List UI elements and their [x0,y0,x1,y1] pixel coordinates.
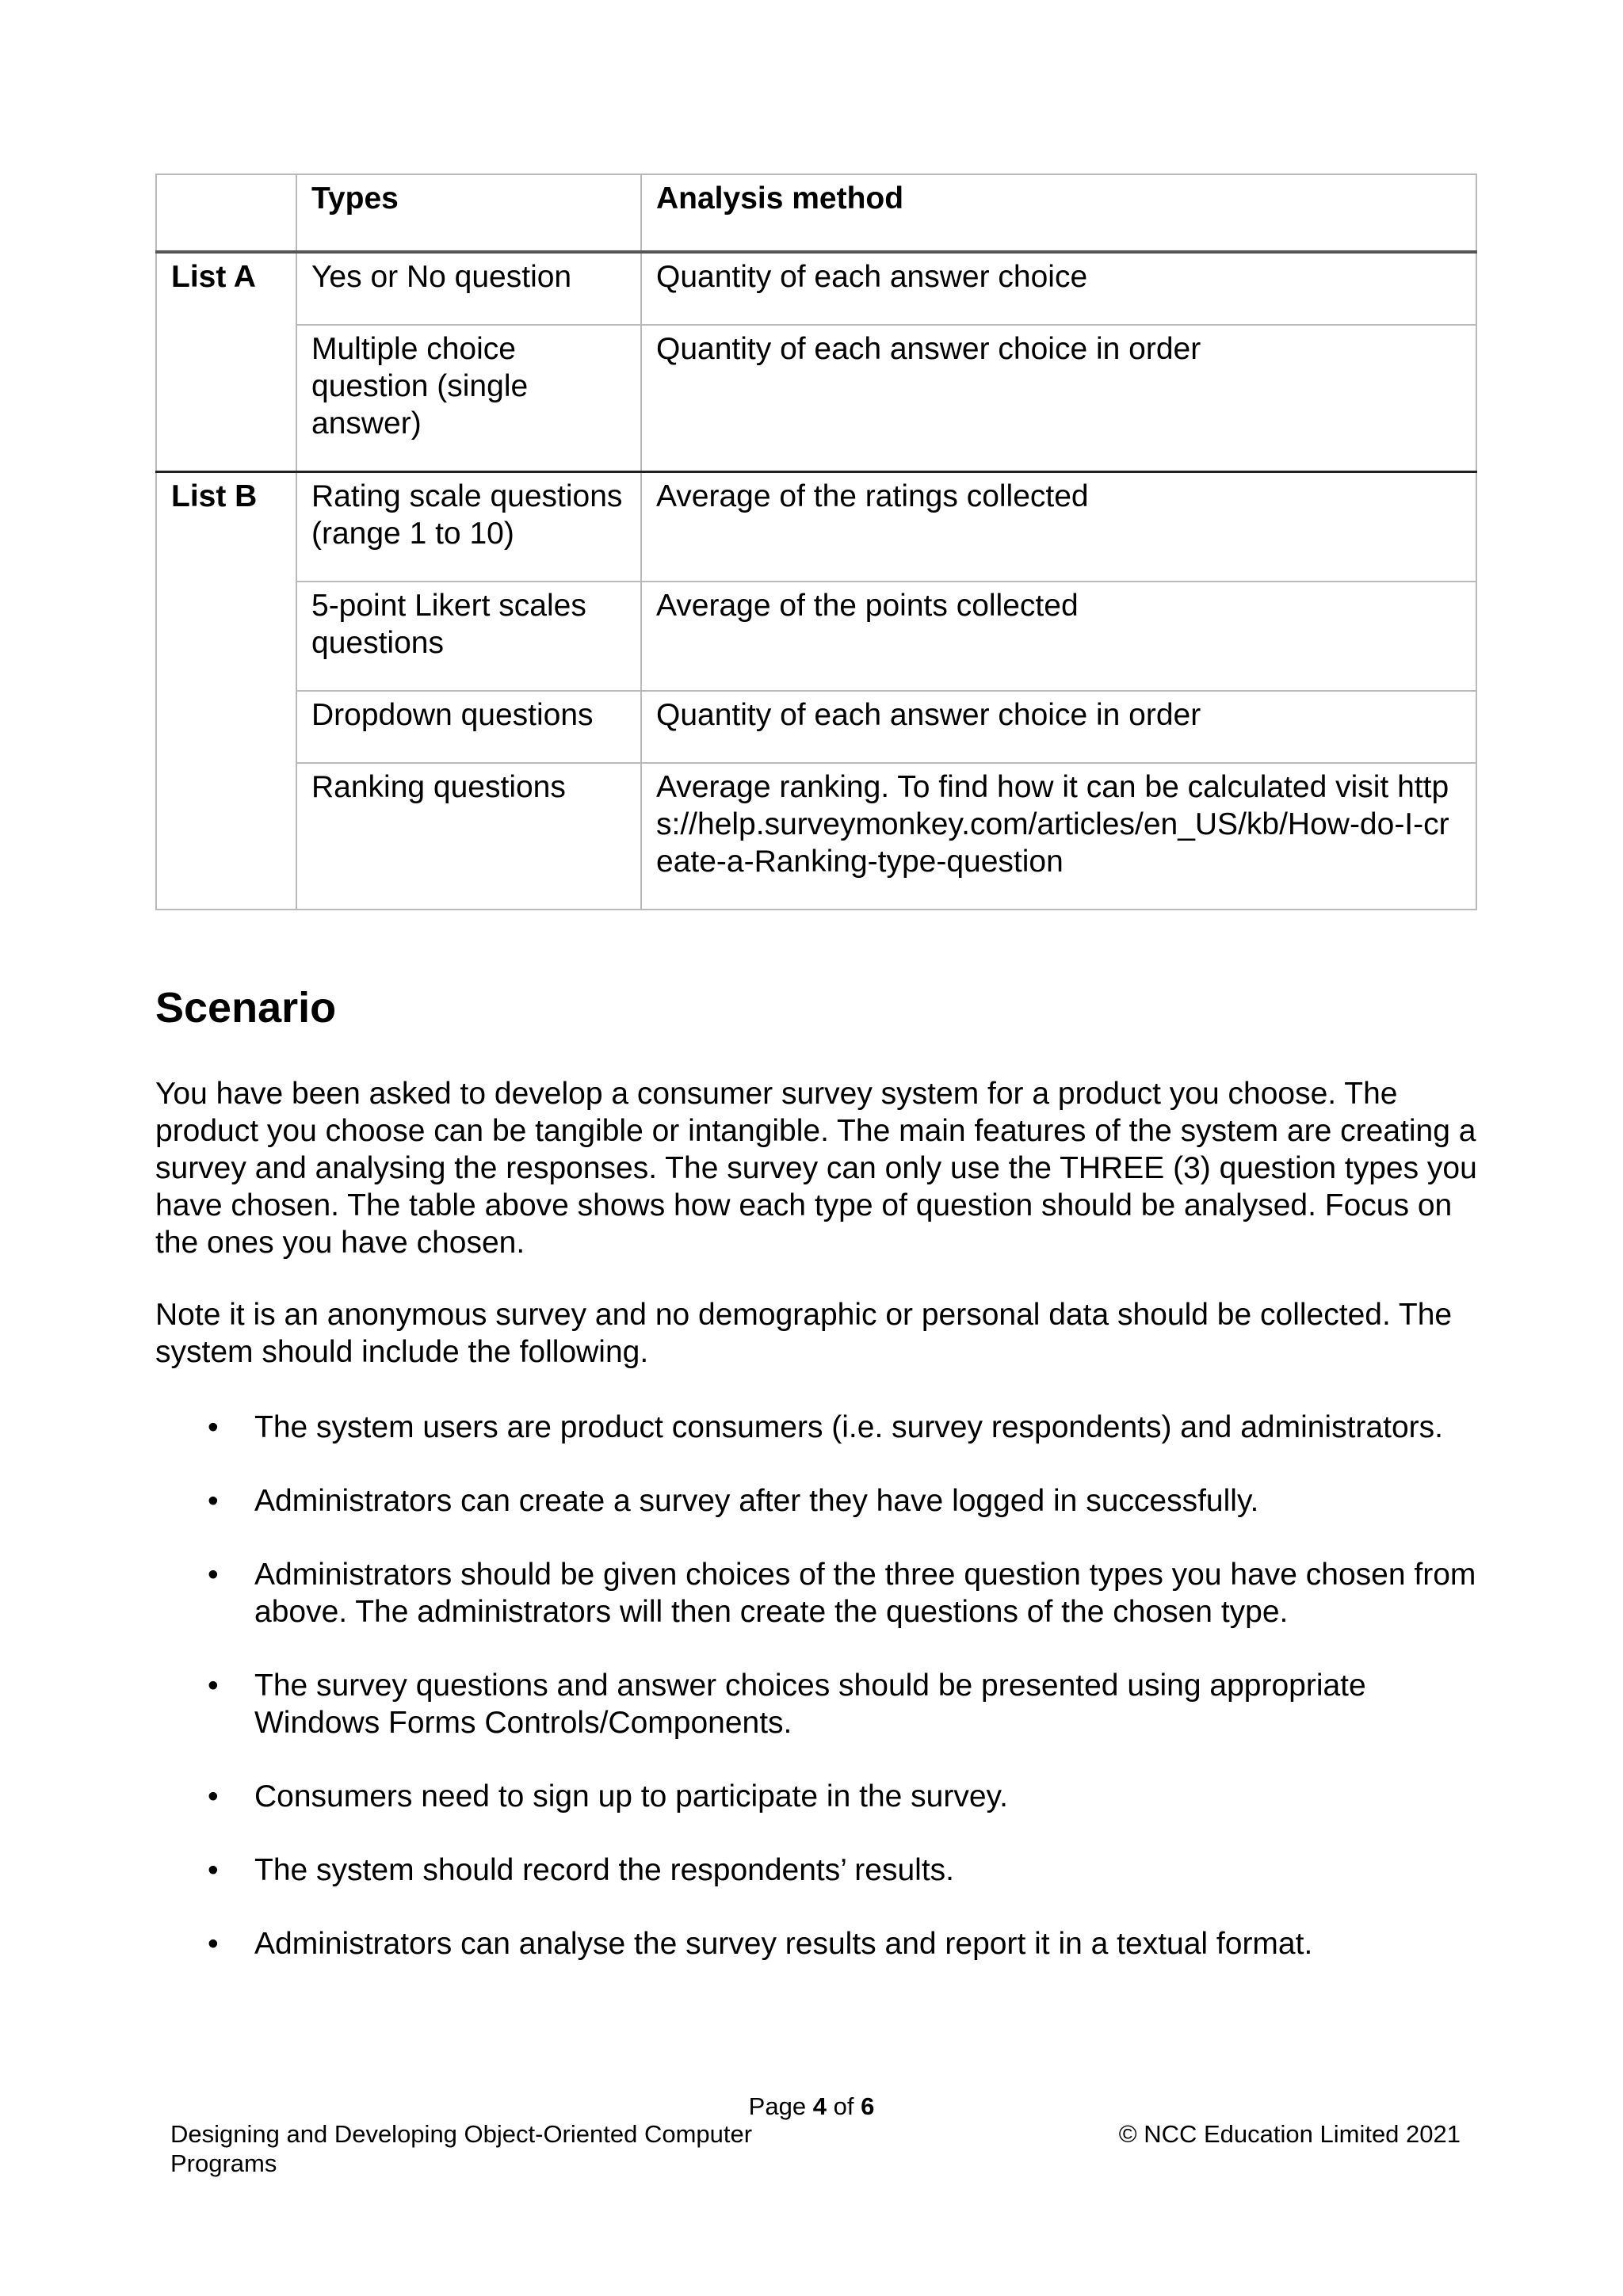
type-cell: Multiple choice question (single answer) [296,325,641,472]
table-header-cell: Types [296,174,641,252]
list-item [155,1925,1487,1962]
bullet-icon: • [208,1410,219,1444]
list-item-text: Consumers need to sign up to participate in the survey. [254,1779,1008,1814]
bullet-icon: • [208,1779,219,1814]
type-cell: Rating scale questions (range 1 to 10) [296,472,641,582]
footer-copyright: © NCC Education Limited 2021 [1118,2120,1461,2148]
table-row [156,252,1476,325]
bullet-icon: • [208,1484,219,1518]
table-header-cell [156,174,296,252]
table-header-row [156,174,1476,252]
page-of: of [833,2092,854,2120]
bullet-icon: • [208,1927,219,1961]
method-cell: Quantity of each answer choice in order [641,325,1476,472]
page-label: Page [748,2092,807,2120]
bullet-icon: • [208,1853,219,1887]
method-cell: Average ranking. To find how it can be calculated visit https://help.surveymonkey.com/articles/en_US/kb/How-do-I-create-a-Ranking-type-question [641,763,1476,910]
list-item [155,1667,1487,1741]
list-item [155,1409,1487,1446]
scenario-heading: Scenario [155,984,337,1032]
table-row [156,472,1476,582]
table-row [156,325,1476,472]
table-row [156,763,1476,910]
method-cell: Average of the ratings collected [641,472,1476,582]
list-item-text: The system should record the respondents’ results. [254,1853,954,1887]
method-cell: Average of the points collected [641,582,1476,691]
list-item-text: Administrators can analyse the survey results and report it in a textual format. [254,1927,1313,1961]
list-item [155,1556,1487,1630]
list-item [155,1778,1487,1815]
type-cell: Ranking questions [296,763,641,910]
footer-course-title: Designing and Developing Object-Oriented Computer Programs [170,2120,753,2177]
type-cell: Dropdown questions [296,691,641,763]
page-current: 4 [812,2092,827,2120]
table-row [156,582,1476,691]
scenario-paragraph: You have been asked to develop a consumer survey system for a product you choose. The product you choose can be tangible or intangible. The main features of the system are creating a survey and analysing the responses. The survey can only use the THREE (3) question types you have chosen. The table above shows how each type of question should be analysed. Focus on the ones you have chosen. [155,1077,1477,1260]
bullet-icon: • [208,1669,219,1703]
list-item-text: The system users are product consumers (i.e. survey respondents) and administrators. [254,1410,1443,1444]
list-item [155,1482,1487,1520]
list-item [155,1852,1487,1889]
list-item-text: Administrators can create a survey after they have logged in successfully. [254,1484,1259,1518]
method-cell: Quantity of each answer choice [641,252,1476,325]
type-cell: 5-point Likert scales questions [296,582,641,691]
method-cell: Quantity of each answer choice in order [641,691,1476,763]
page-number [0,2092,1623,2121]
table-row [156,691,1476,763]
table-header-cell: Analysis method [641,174,1476,252]
page-total: 6 [861,2092,875,2120]
bullet-icon: • [208,1558,219,1592]
scenario-paragraph: Note it is an anonymous survey and no demographic or personal data should be collected. The system should include the following. [155,1298,1453,1369]
requirements-list [155,1409,1487,1999]
list-item-text: The survey questions and answer choices should be presented using appropriate Windows Forms Controls/Components. [254,1669,1366,1740]
question-types-table [155,174,1477,910]
type-cell: Yes or No question [296,252,641,325]
group-label: List B [156,472,296,910]
group-label: List A [156,252,296,472]
list-item-text: Administrators should be given choices of the three question types you have chosen from above. The administrators will then create the questions of the chosen type. [254,1558,1476,1629]
